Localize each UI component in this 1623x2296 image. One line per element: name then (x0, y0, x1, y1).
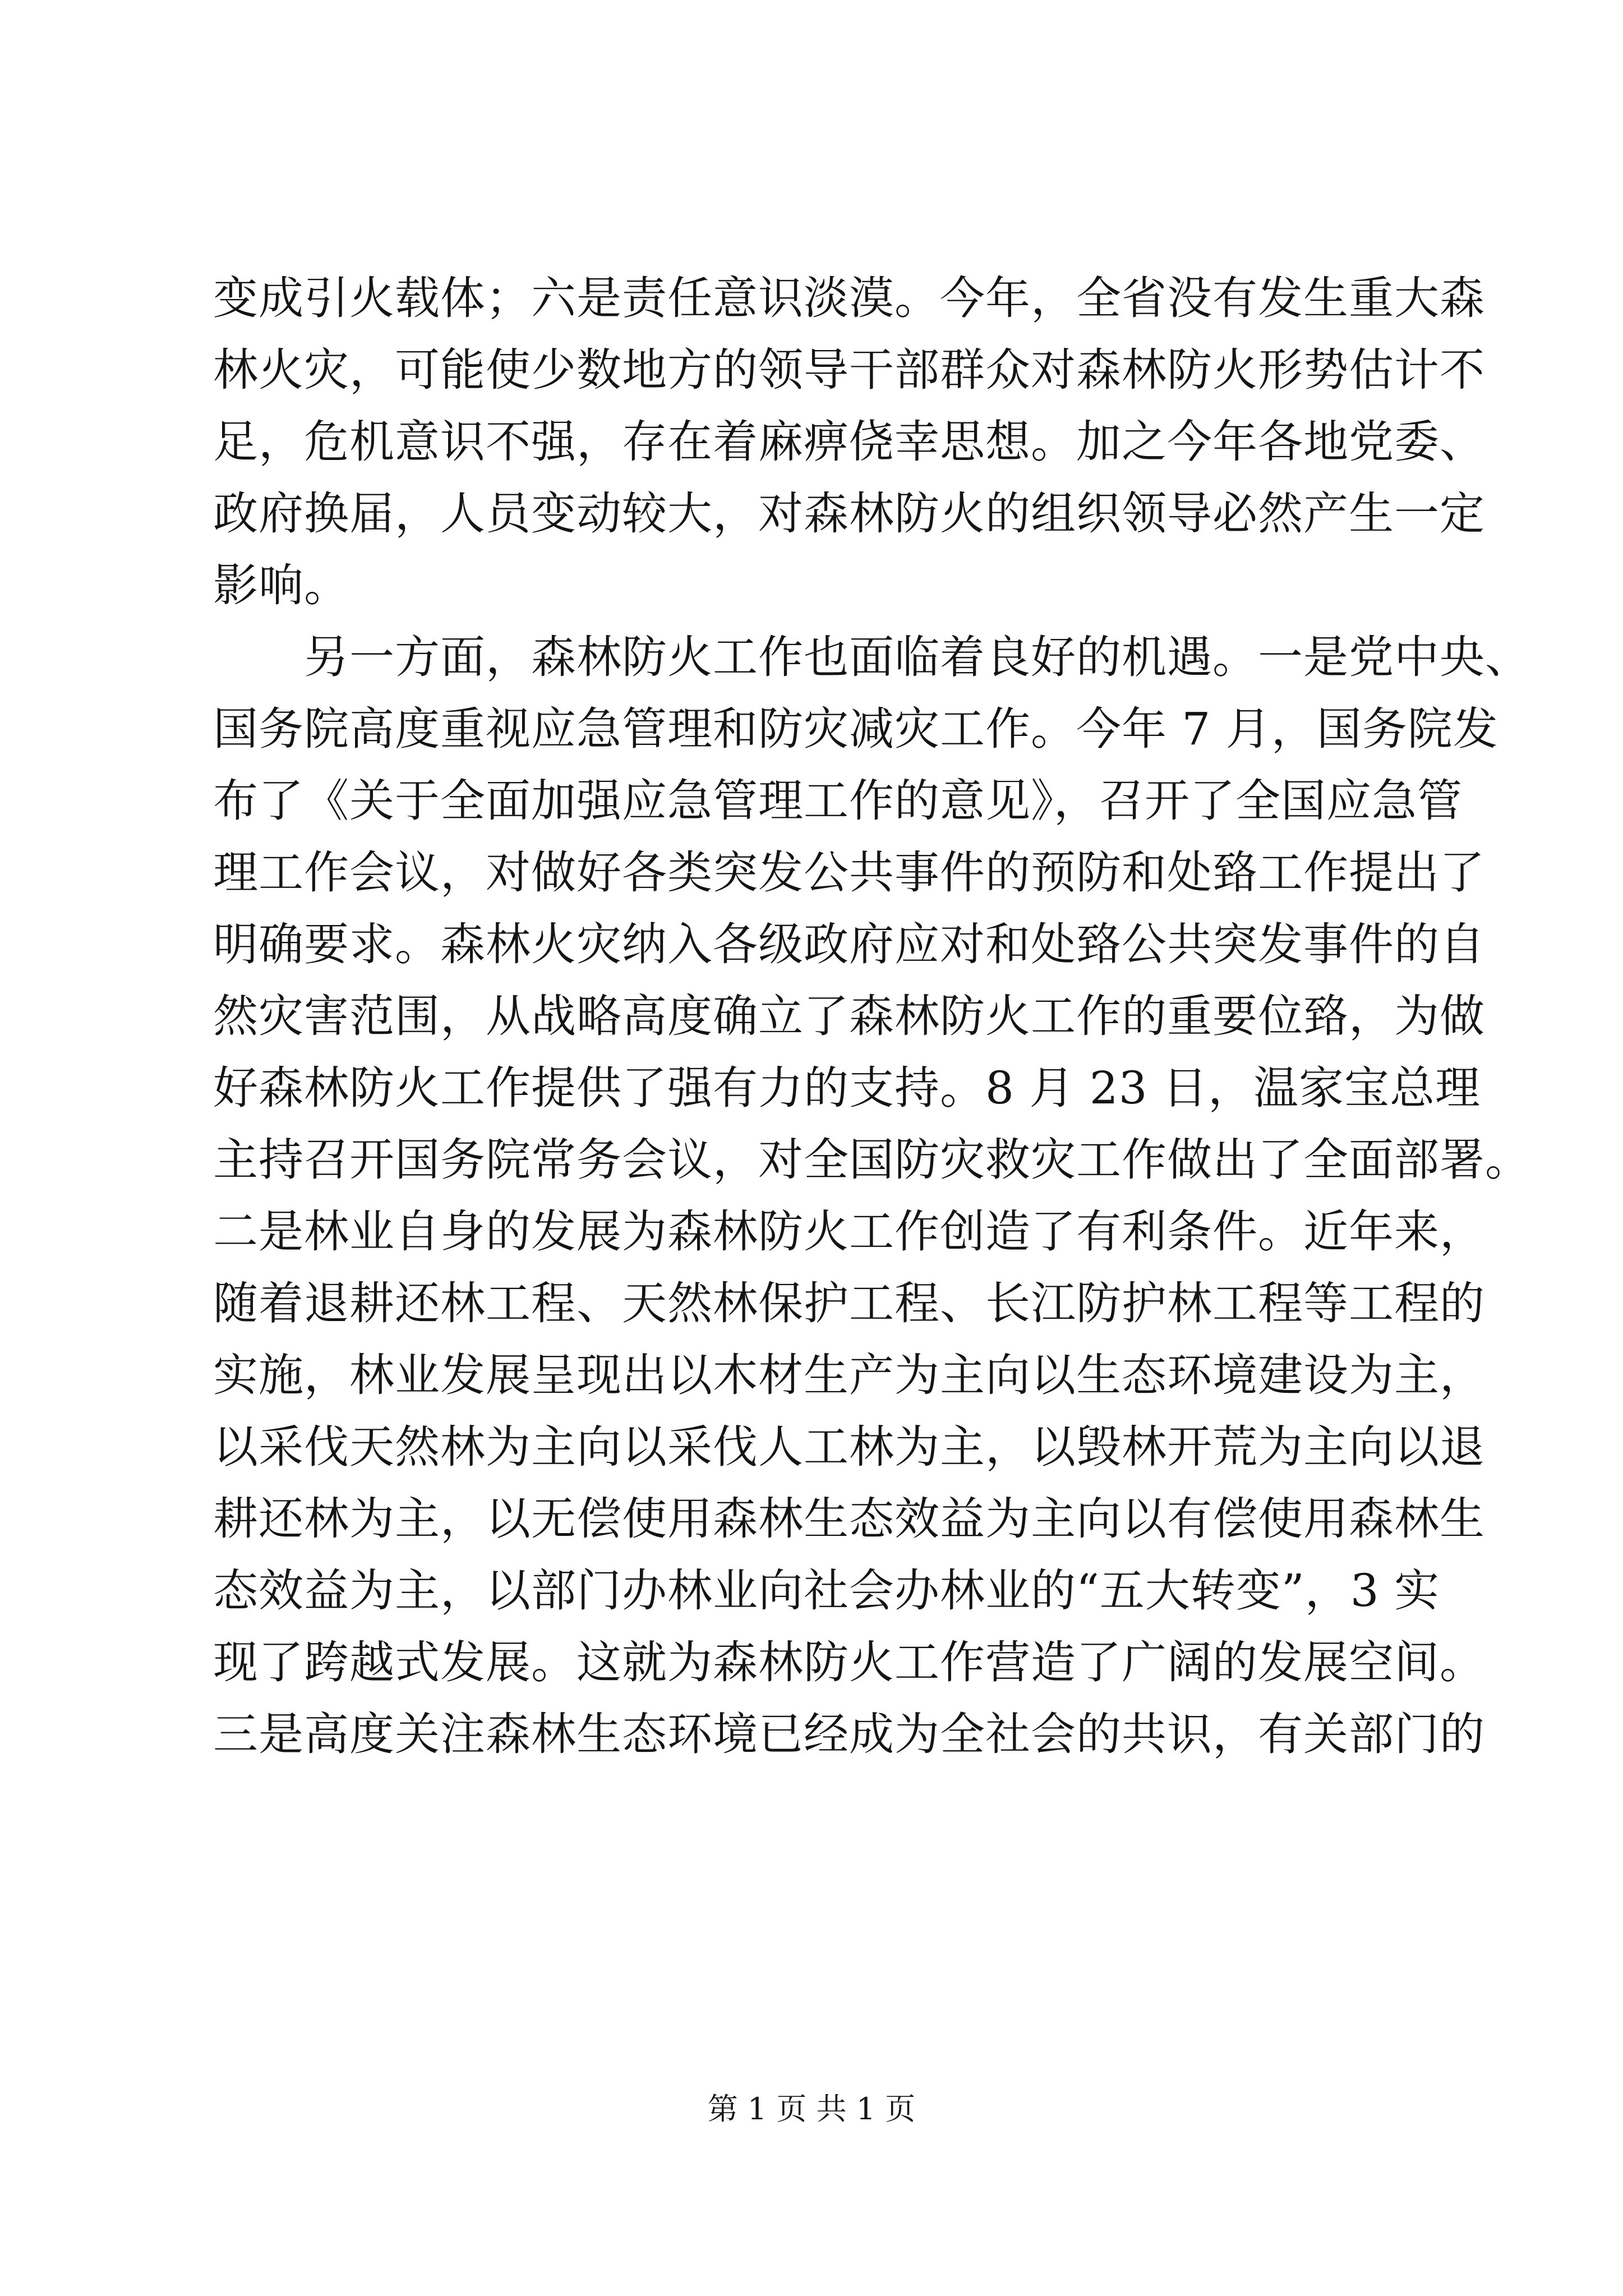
text-line: 然灾害范围，从战略高度确立了森林防火工作的重要位臵，为做 (213, 990, 1485, 1042)
text-line: 实施，林业发展呈现出以木材生产为主向以生态环境建设为主， (213, 1349, 1485, 1401)
text-line: 以采伐天然林为主向以采伐人工林为主，以毁林开荒为主向以退 (213, 1421, 1485, 1473)
text-line: 政府换届，人员变动较大，对森林防火的组织领导必然产生一定 (213, 487, 1485, 540)
text-line: 主持召开国务院常务会议，对全国防灾救灾工作做出了全面部署。 (213, 1134, 1530, 1186)
text-line: 态效益为主，以部门办林业向社会办林业的“五大转变”，3 实 (213, 1565, 1440, 1617)
text-line: 林火灾，可能使少数地方的领导干部群众对森林防火形势估计不 (213, 344, 1485, 396)
text-line: 二是林业自身的发展为森林防火工作创造了有利条件。近年来， (213, 1205, 1485, 1258)
text-line: 现了跨越式发展。这就为森林防火工作营造了广阔的发展空间。 (213, 1636, 1485, 1688)
text-line: 另一方面，森林防火工作也面临着良好的机遇。一是党中央、 (213, 631, 1530, 683)
text-line: 影响。 (213, 559, 349, 611)
text-line: 明确要求。森林火灾纳入各级政府应对和处臵公共突发事件的自 (213, 918, 1485, 970)
text-line: 国务院高度重视应急管理和防灾减灾工作。今年 7 月，国务院发 (213, 703, 1498, 755)
text-line: 三是高度关注森林生态环境已经成为全社会的共识，有关部门的 (213, 1708, 1485, 1760)
text-line: 好森林防火工作提供了强有力的支持。8 月 23 日，温家宝总理 (213, 1062, 1481, 1114)
text-line: 理工作会议，对做好各类突发公共事件的预防和处臵工作提出了 (213, 846, 1485, 899)
text-line: 足，危机意识不强，存在着麻痹侥幸思想。加之今年各地党委、 (213, 416, 1485, 468)
text-line: 随着退耕还林工程、天然林保护工程、长江防护林工程等工程的 (213, 1277, 1485, 1329)
text-line: 变成引火载体；六是责任意识淡漠。今年，全省没有发生重大森 (213, 272, 1485, 324)
body-text (213, 263, 1530, 1770)
text-line: 耕还林为主，以无偿使用森林生态效益为主向以有偿使用森林生 (213, 1493, 1485, 1545)
text-line: 布了《关于全面加强应急管理工作的意见》，召开了全国应急管 (213, 775, 1463, 827)
page-number-footer: 第 1 页 共 1 页 (707, 2091, 916, 2127)
